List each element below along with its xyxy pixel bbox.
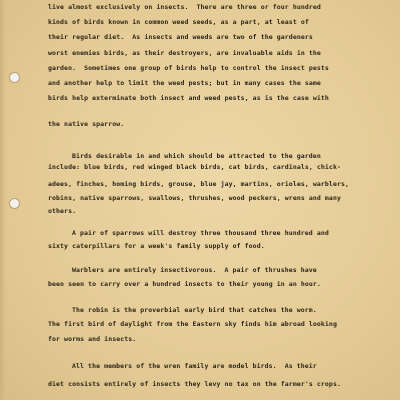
text-line: live almost exclusively on insects. There are three or four hundred <box>48 3 321 11</box>
text-line: and another help to limit the weed pests; but in many cases the same <box>48 79 321 87</box>
page-edge <box>0 0 6 400</box>
text-line: birds help exterminate both insect and weed pests, as is the case with <box>48 94 329 102</box>
text-line: worst enemies birds, as their destroyers, are invaluable aids in the <box>48 49 321 57</box>
text-line: the native sparrow. <box>48 120 125 128</box>
text-line: kinds of birds known in common weed seeds, as a part, at least of <box>48 18 309 26</box>
text-line: their regular diet. As insects and weeds are two of the gardeners <box>48 33 313 41</box>
text-line: for worms and insects. <box>48 335 137 343</box>
text-line: The first bird of daylight from the Eastern sky finds him abroad looking <box>48 320 337 328</box>
text-line: others. <box>48 207 77 215</box>
text-line: sixty caterpillars for a week's family supply of food. <box>48 242 265 250</box>
text-line: garden. Sometimes one group of birds help to control the insect pests <box>48 64 329 72</box>
text-line: A pair of sparrows will destroy three thousand three hundred and <box>72 229 329 237</box>
text-line: diet consists entirely of insects they levy no tax on the farmer's crops. <box>48 380 341 388</box>
text-line: adees, finches, homing birds, grouse, blue jay, martins, orioles, warblers, <box>48 180 349 188</box>
text-line: been seen to carry over a hundred insects to their young in an hour. <box>48 280 321 288</box>
text-line: include: blue birds, red winged black birds, cat birds, cardinals, chick- <box>48 163 341 171</box>
punch-hole-top <box>9 72 20 83</box>
punch-hole-middle <box>9 198 20 209</box>
text-line: robins, native sparrows, swallows, thrushes, wood peckers, wrens and many <box>48 194 341 202</box>
text-line: Warblers are entirely insectivorous. A pair of thrushes have <box>72 266 317 274</box>
text-line: Birds desirable in and which should be attracted to the garden <box>72 152 321 160</box>
text-line: All the members of the wren family are model birds. As their <box>72 362 317 370</box>
text-line: The robin is the proverbial early bird that catches the worm. <box>72 306 317 314</box>
